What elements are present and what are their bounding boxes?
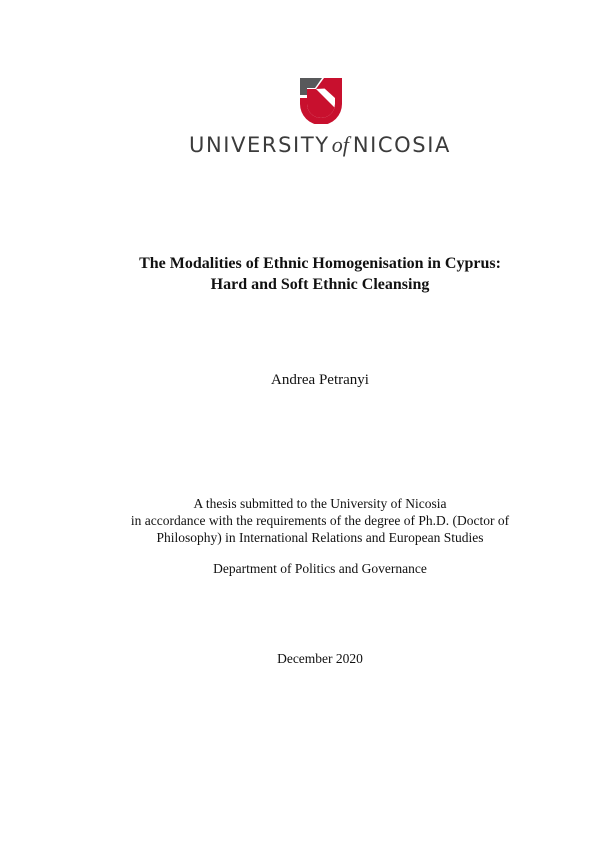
title-line-2: Hard and Soft Ethnic Cleansing xyxy=(210,276,430,293)
author-name: Andrea Petranyi xyxy=(271,372,369,388)
wordmark-of: of xyxy=(331,132,349,157)
submission-date: December 2020 xyxy=(277,651,363,666)
wordmark-university: UNIVERSITY xyxy=(189,133,330,157)
statement-line-3: Philosophy) in International Relations and European Studies xyxy=(156,530,484,545)
submission-statement xyxy=(0,495,600,546)
university-shield-icon xyxy=(300,78,342,124)
thesis-title xyxy=(0,253,600,295)
statement-line-1: A thesis submitted to the University of Nicosia xyxy=(193,496,447,511)
university-wordmark xyxy=(0,132,600,158)
title-line-1: The Modalities of Ethnic Homogenisation in Cyprus: xyxy=(139,255,501,272)
department-name: Department of Politics and Governance xyxy=(213,561,427,576)
statement-line-2: in accordance with the requirements of the degree of Ph.D. (Doctor of xyxy=(130,513,510,528)
wordmark-nicosia: NICOSIA xyxy=(352,133,451,157)
